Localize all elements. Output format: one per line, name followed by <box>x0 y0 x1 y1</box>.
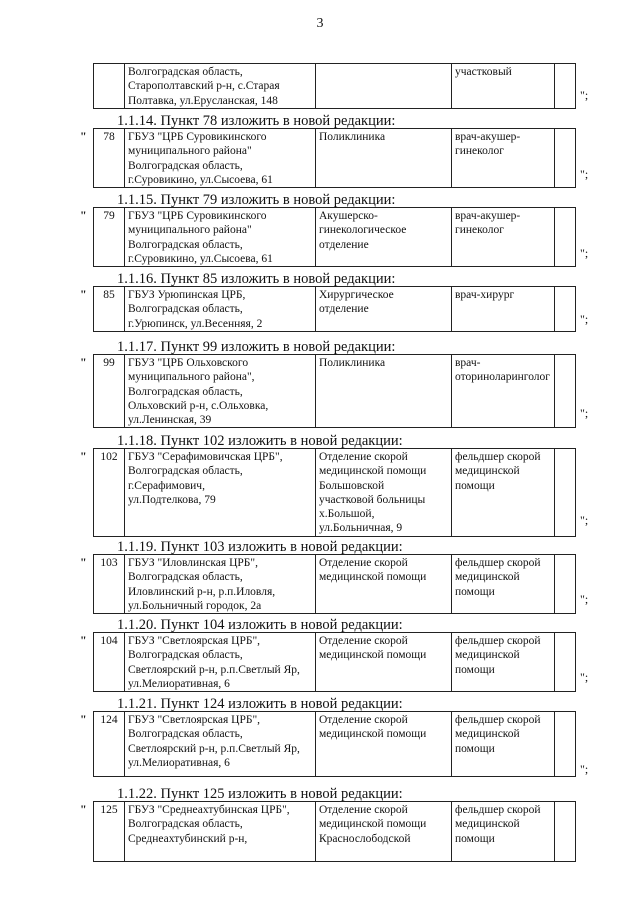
item-number-cell: 102 <box>94 449 125 537</box>
position-line: фельдшер скорой <box>455 635 541 647</box>
section-heading: 1.1.21. Пункт 124 изложить в новой редакции: <box>117 696 403 712</box>
department-line: Отделение скорой <box>319 557 408 569</box>
item-number-cell: 103 <box>94 555 125 614</box>
empty-cell <box>555 287 576 332</box>
department-cell <box>316 449 452 537</box>
institution-line: ГБУЗ "ЦРБ Суровикинского <box>128 210 267 222</box>
table-row <box>94 712 576 777</box>
institution-line: ГБУЗ "ЦРБ Ольховского <box>128 357 249 369</box>
opening-quote: " <box>80 802 87 816</box>
item-number-cell <box>94 64 125 109</box>
section-heading: 1.1.17. Пункт 99 изложить в новой редакции: <box>117 339 396 355</box>
empty-cell <box>555 355 576 428</box>
department-line: медицинской помощи <box>319 465 427 478</box>
position-cell <box>452 802 555 862</box>
department-line: Отделение скорой <box>319 714 408 726</box>
institution-cell <box>125 129 316 188</box>
position-line: медицинской <box>455 818 520 831</box>
closing-quote: "; <box>580 406 589 420</box>
closing-quote: "; <box>580 246 589 260</box>
department-cell <box>316 555 452 614</box>
institution-line: Полтавка, ул.Ерусланская, 148 <box>128 94 278 107</box>
empty-cell <box>555 129 576 188</box>
institution-line: Волгоградская область, <box>128 159 243 172</box>
position-line: оториноларинголог <box>455 371 551 384</box>
position-cell <box>452 633 555 692</box>
institution-cell <box>125 355 316 428</box>
department-line: Хирургическое <box>319 289 394 301</box>
closing-quote: "; <box>580 762 589 776</box>
closing-quote: "; <box>580 592 589 606</box>
opening-quote: " <box>80 555 87 569</box>
table-row <box>94 64 576 109</box>
institution-line: Волгоградская область, <box>128 571 243 584</box>
opening-quote: " <box>80 712 87 726</box>
department-cell <box>316 287 452 332</box>
institution-cell <box>125 802 316 862</box>
amendment-table <box>93 128 576 188</box>
department-line: Отделение скорой <box>319 635 408 647</box>
institution-line: Светлоярский р-н, р.п.Светлый Яр, <box>128 663 300 676</box>
institution-line: ул.Мелиоративная, 6 <box>128 756 230 769</box>
institution-line: ул.Мелиоративная, 6 <box>128 677 230 690</box>
item-number-cell: 125 <box>94 802 125 862</box>
institution-line: Волгоградская область, <box>128 728 243 741</box>
department-line: Поликлиника <box>319 131 386 143</box>
department-line: Краснослободской <box>319 832 411 845</box>
institution-line: Волгоградская область, <box>128 66 243 78</box>
empty-cell <box>555 64 576 109</box>
department-cell <box>316 802 452 862</box>
department-line: участковой больницы <box>319 493 426 506</box>
position-line: помощи <box>455 479 495 492</box>
closing-quote: "; <box>580 312 589 326</box>
position-line: гинеколог <box>455 224 504 237</box>
amendment-table <box>93 63 576 109</box>
position-line: врач-акушер- <box>455 131 521 143</box>
table-row <box>94 355 576 428</box>
empty-cell <box>555 208 576 267</box>
institution-line: ГБУЗ "ЦРБ Суровикинского <box>128 131 267 143</box>
item-number-cell: 124 <box>94 712 125 777</box>
amendment-table <box>93 286 576 332</box>
amendment-table <box>93 448 576 537</box>
position-cell <box>452 208 555 267</box>
position-line: помощи <box>455 742 495 755</box>
position-line: врач-акушер- <box>455 210 521 222</box>
position-line: фельдшер скорой <box>455 714 541 726</box>
opening-quote: " <box>80 129 87 143</box>
position-line: медицинской <box>455 571 520 584</box>
item-number-cell: 99 <box>94 355 125 428</box>
institution-line: Ольховский р-н, с.Ольховка, <box>128 399 269 412</box>
empty-cell <box>555 802 576 862</box>
empty-cell <box>555 555 576 614</box>
institution-line: Светлоярский р-н, р.п.Светлый Яр, <box>128 742 300 755</box>
empty-cell <box>555 712 576 777</box>
department-cell <box>316 712 452 777</box>
section-heading: 1.1.16. Пункт 85 изложить в новой редакции: <box>117 271 396 287</box>
institution-line: Волгоградская область, <box>128 385 243 398</box>
institution-line: ГБУЗ "Среднеахтубинская ЦРБ", <box>128 804 290 816</box>
closing-quote: "; <box>580 513 589 527</box>
section-heading: 1.1.18. Пункт 102 изложить в новой редакции: <box>117 433 403 449</box>
institution-line: Волгоградская область, <box>128 818 243 831</box>
position-line: фельдшер скорой <box>455 804 541 816</box>
institution-cell <box>125 449 316 537</box>
institution-line: ГБУЗ "Светлоярская ЦРБ", <box>128 635 261 647</box>
department-line: х.Большой, <box>319 508 375 521</box>
department-line: отделение <box>319 238 369 251</box>
amendment-table <box>93 554 576 614</box>
position-cell <box>452 129 555 188</box>
institution-line: ГБУЗ "Светлоярская ЦРБ", <box>128 714 261 726</box>
institution-line: муниципального района" <box>128 224 252 237</box>
institution-line: г.Суровикино, ул.Сысоева, 61 <box>128 252 273 265</box>
section-heading: 1.1.20. Пункт 104 изложить в новой редакции: <box>117 617 403 633</box>
amendment-table <box>93 354 576 428</box>
position-line: медицинской <box>455 465 520 478</box>
amendment-table <box>93 207 576 267</box>
table-row <box>94 802 576 862</box>
table-row <box>94 449 576 537</box>
closing-quote: "; <box>580 670 589 684</box>
department-line: медицинской помощи <box>319 728 427 741</box>
institution-cell <box>125 712 316 777</box>
department-line: Поликлиника <box>319 357 386 369</box>
department-cell <box>316 355 452 428</box>
department-line: Большовской <box>319 479 385 492</box>
department-line: медицинской помощи <box>319 571 427 584</box>
department-line: ул.Больничная, 9 <box>319 522 403 535</box>
position-line: фельдшер скорой <box>455 557 541 569</box>
position-cell <box>452 64 555 109</box>
position-line: медицинской <box>455 728 520 741</box>
item-number-cell: 78 <box>94 129 125 188</box>
department-line: Акушерско- <box>319 210 378 222</box>
item-number-cell: 104 <box>94 633 125 692</box>
department-line: медицинской помощи <box>319 649 427 662</box>
section-heading: 1.1.14. Пункт 78 изложить в новой редакции: <box>117 113 396 129</box>
department-cell <box>316 633 452 692</box>
position-line: фельдшер скорой <box>455 451 541 463</box>
institution-line: Волгоградская область, <box>128 649 243 662</box>
institution-line: Волгоградская область, <box>128 465 243 478</box>
page-number: 3 <box>316 16 324 31</box>
institution-line: Иловлинский р-н, р.п.Иловля, <box>128 585 276 598</box>
item-number-cell: 85 <box>94 287 125 332</box>
position-cell <box>452 712 555 777</box>
institution-cell <box>125 64 316 109</box>
table-row <box>94 555 576 614</box>
position-line: помощи <box>455 832 495 845</box>
position-cell <box>452 287 555 332</box>
position-line: врач- <box>455 357 481 369</box>
institution-line: г.Суровикино, ул.Сысоева, 61 <box>128 173 273 186</box>
institution-cell <box>125 208 316 267</box>
institution-cell <box>125 555 316 614</box>
opening-quote: " <box>80 355 87 369</box>
institution-line: г.Урюпинск, ул.Весенняя, 2 <box>128 317 263 330</box>
institution-line: Среднеахтубинский р-н, <box>128 832 248 845</box>
opening-quote: " <box>80 208 87 222</box>
department-line: отделение <box>319 303 369 316</box>
institution-line: Волгоградская область, <box>128 238 243 251</box>
position-line: медицинской <box>455 649 520 662</box>
institution-line: ул.Больничный городок, 2а <box>128 599 262 612</box>
amendment-table <box>93 801 576 862</box>
empty-cell <box>555 633 576 692</box>
section-heading: 1.1.19. Пункт 103 изложить в новой редакции: <box>117 539 403 555</box>
position-line: участковый <box>455 66 512 78</box>
department-cell <box>316 208 452 267</box>
institution-line: ГБУЗ "Иловлинская ЦРБ", <box>128 557 258 569</box>
institution-cell <box>125 287 316 332</box>
section-heading: 1.1.22. Пункт 125 изложить в новой редакции: <box>117 786 403 802</box>
institution-line: ГБУЗ "Серафимовичская ЦРБ", <box>128 451 283 463</box>
table-row <box>94 633 576 692</box>
position-cell <box>452 555 555 614</box>
position-cell <box>452 449 555 537</box>
department-line: медицинской помощи <box>319 818 427 831</box>
department-cell <box>316 129 452 188</box>
institution-line: Волгоградская область, <box>128 303 243 316</box>
position-cell <box>452 355 555 428</box>
position-line: помощи <box>455 585 495 598</box>
amendment-table <box>93 711 576 777</box>
table-row <box>94 129 576 188</box>
institution-line: ГБУЗ Урюпинская ЦРБ, <box>128 289 246 301</box>
closing-quote: "; <box>580 88 589 102</box>
position-line: врач-хирург <box>455 289 515 301</box>
position-line: помощи <box>455 663 495 676</box>
institution-line: муниципального района", <box>128 371 255 384</box>
institution-line: ул.Ленинская, 39 <box>128 414 212 427</box>
item-number-cell: 79 <box>94 208 125 267</box>
table-row <box>94 208 576 267</box>
closing-quote: "; <box>580 167 589 181</box>
institution-line: Старополтавский р-н, с.Старая <box>128 80 280 93</box>
institution-line: муниципального района" <box>128 145 252 158</box>
position-line: гинеколог <box>455 145 504 158</box>
amendment-table <box>93 632 576 692</box>
department-line: Отделение скорой <box>319 451 408 463</box>
table-row <box>94 287 576 332</box>
institution-line: г.Серафимович, <box>128 479 205 492</box>
empty-cell <box>555 449 576 537</box>
institution-line: ул.Подтелкова, 79 <box>128 493 216 506</box>
opening-quote: " <box>80 287 87 301</box>
department-cell <box>316 64 452 109</box>
opening-quote: " <box>80 633 87 647</box>
section-heading: 1.1.15. Пункт 79 изложить в новой редакции: <box>117 192 396 208</box>
opening-quote: " <box>80 449 87 463</box>
department-line: гинекологическое <box>319 224 407 237</box>
department-line: Отделение скорой <box>319 804 408 816</box>
institution-cell <box>125 633 316 692</box>
